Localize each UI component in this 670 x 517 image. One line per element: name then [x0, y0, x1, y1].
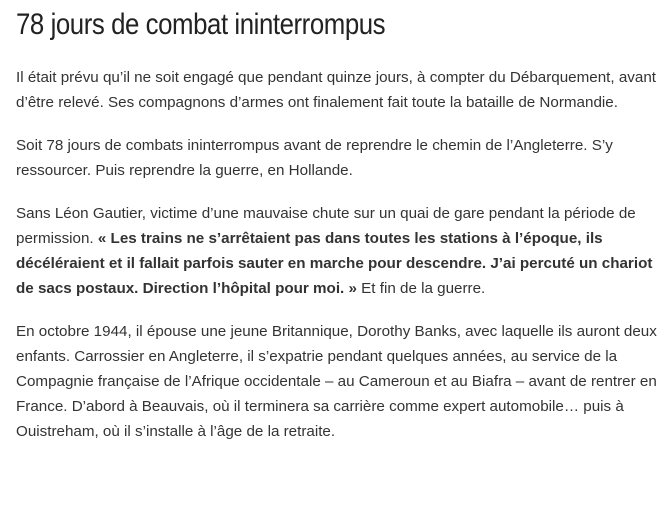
article-heading: 78 jours de combat ininterrompus — [16, 8, 386, 41]
paragraph-injury-quote: « Les trains ne s’arrêtaient pas dans toutes les stations à l’époque, ils décéléraient et il fallait parfois sauter en marche pour descendre. J’ai percuté un chariot de sacs postaux. Direction l’hôpital pour moi. » — [16, 230, 653, 297]
paragraph-injury-outro: Et fin de la guerre. — [356, 280, 486, 297]
article — [16, 0, 664, 462]
paragraph-after-war: En octobre 1944, il épouse une jeune Britannique, Dorothy Banks, avec laquelle ils auront deux enfants. Carrossier en Angleterre, il s’expatrie pendant quelques années, au service de la Compagnie française de l’Afrique occidentale – au Cameroun et au Biafra – avant de rentrer en France. D’abord à Beauvais, où il terminera sa carrière comme expert automobile… puis à Ouistreham, où il s’installe à l’âge de la retraite. — [16, 323, 657, 440]
article-body — [16, 65, 664, 444]
paragraph-78-days: Soit 78 jours de combats ininterrompus avant de reprendre le chemin de l’Angleterre. S’y ressourcer. Puis reprendre la guerre, en Hollande. — [16, 137, 613, 179]
paragraph-planned-relief: Il était prévu qu’il ne soit engagé que pendant quinze jours, à compter du Débarquement, avant d’être relevé. Ses compagnons d’armes ont finalement fait toute la bataille de Normandie. — [16, 69, 656, 111]
paragraph-injury-intro: Sans Léon Gautier, victime d’une mauvaise chute sur un quai de gare pendant la période de permission. — [16, 205, 636, 247]
paragraph-injury — [16, 201, 664, 301]
